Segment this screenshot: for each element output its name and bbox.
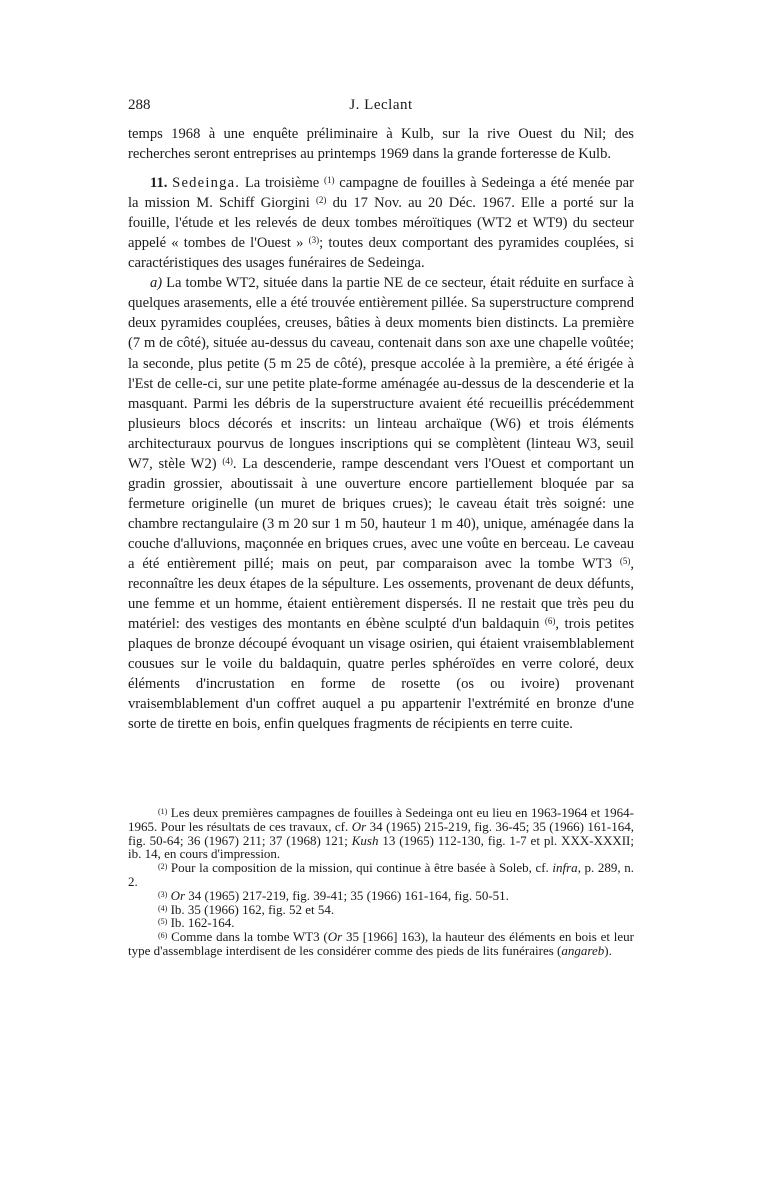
text-run: ). bbox=[604, 942, 612, 958]
footnote-ref-1[interactable]: (1) bbox=[324, 175, 335, 186]
footnote-5 bbox=[128, 916, 634, 930]
text-run: La troisième bbox=[240, 175, 325, 192]
subsection-label: a) bbox=[150, 275, 163, 292]
footnote-ref-6[interactable]: (6) bbox=[544, 616, 556, 627]
text-run: 35 [1966] 163), la hauteur des éléments en bois et leur type d'assemblage interdisent de les considérer comme des pieds de lits funéraires ( bbox=[128, 929, 634, 958]
footnote-mark-5: (5) bbox=[158, 917, 168, 927]
footnote-mark-1: (1) bbox=[158, 807, 168, 816]
page-number: 288 bbox=[128, 97, 151, 113]
text-run: Pour la composition de la mission, qui continue à être basée à Soleb, cf. bbox=[167, 860, 553, 876]
cross-ref: infra bbox=[552, 860, 578, 876]
footnote-ref-2[interactable]: (2) bbox=[315, 195, 327, 206]
text-run: 34 (1965) 215-219, fig. 36-45; 35 (1966) 161-164, fig. 50-64; 36 (1967) 211; 37 (1968) 121; bbox=[128, 818, 634, 848]
text-run: 13 (1965) 112-130, fig. 1-7 et pl. XXX-XXXII; ib. 14, en cours d'impression. bbox=[128, 832, 634, 862]
text-run: , trois petites plaques de bronze découpé évoquant un visage osirien, qui étaient vraisemblablement cousues sur le voile du baldaquin, quatre perles sphéroïdes en verre coloré, deux éléments d'incrustation en forme de rosette (os ou ivoire) provenant vraisemblablement d'un coffret auquel a pu appartenir l'extrémité en bronze d'une sorte de tirette en bois, enfin quelques fragments de récipients en terre cuite. bbox=[128, 616, 634, 733]
text-run: du 17 Nov. au 20 Déc. 1967. Elle a porté sur la fouille, l'étude et les relevés de deux tombes méroïtiques (WT2 et WT9) du secteur appelé « tombes de l'Ouest » bbox=[128, 195, 634, 252]
footnote-mark-2: (2) bbox=[158, 862, 168, 872]
footnote-2 bbox=[128, 861, 634, 889]
journal-abbrev: Or bbox=[327, 929, 343, 945]
text-run: ; toutes deux comportant des pyramides couplées, si caractéristiques des usages funéraires de Sedeinga. bbox=[128, 235, 635, 272]
text-run: , reconnaître les deux étapes de la sépulture. Les ossements, provenant de deux défunts, une femme et un homme, étaient entièrement dispersés. Il ne restait que très peu du matériel: des vestiges des montants en ébène sculpté d'un baldaquin bbox=[128, 555, 634, 633]
text-run: Ib. 35 (1966) 162, fig. 52 et 54. bbox=[167, 901, 335, 917]
footnote-1 bbox=[128, 806, 634, 861]
body-text bbox=[128, 124, 634, 734]
paragraph-kulb-continuation: temps 1968 à une enquête préliminaire à Kulb, sur la rive Ouest du Nil; des recherches seront entreprises au printemps 1969 dans la grande forteresse de Kulb. bbox=[128, 126, 634, 163]
text-run: campagne de fouilles à Sedeinga a été menée par la mission M. Schiff Giorgini bbox=[128, 175, 634, 212]
footnote-4 bbox=[128, 903, 634, 917]
section-place-name: Sedeinga. bbox=[172, 175, 241, 192]
text-run: La tombe WT2, située dans la partie NE de ce secteur, était réduite en surface à quelques arasements, elle a été trouvée entièrement pillée. Sa superstructure comprend deux pyramides couplées, creuses, bâties à deux moments bien distincts. La première (7 m de côté), située au-dessus du caveau, contenait dans son axe une chapelle voûtée; la seconde, plus petite (5 m 25 de côté), presque accolée à la première, a été érigée à l'Est de celle-ci, sur une petite plate-forme aménagée au-dessus de la descenderie et la masquant. Parmi les débris de la superstructure avaient été recueillis précédemment plusieurs blocs décorés et inscrits: un linteau archaïque (W6) et trois éléments architecturaux pourvus de longues inscriptions qui se complètent (linteau W3, seuil W7, stèle W2) bbox=[128, 275, 634, 472]
term-italic: angareb bbox=[561, 942, 605, 958]
section-number: 11. bbox=[150, 175, 168, 192]
footnote-3 bbox=[128, 889, 634, 903]
text-run: 34 (1965) 217-219, fig. 39-41; 35 (1966) 161-164, fig. 50-51. bbox=[185, 887, 509, 903]
footnote-6 bbox=[128, 930, 634, 958]
footnote-mark-3: (3) bbox=[158, 889, 168, 899]
footnote-ref-4[interactable]: (4) bbox=[222, 455, 233, 466]
text-run: . La descenderie, rampe descendant vers l'Ouest et comportant un gradin grossier, aboutissait à une ouverture encore partiellement bloquée par sa fermeture originelle (un muret de briques crues); le caveau était très soigné: une chambre rectangulaire (3 m 20 sur 1 m 50, hauteur 1 m 40), unique, aménagée dans la couche d'alluvions, maçonnée en briques crues, avec une voûte en berceau. Le caveau a été entièrement pillé; mais on peut, par comparaison avec la tombe WT3 bbox=[128, 455, 635, 572]
paragraph-tomb-wt2 bbox=[128, 273, 634, 734]
paragraph-sedeinga-intro bbox=[128, 173, 634, 273]
text-run: Les deux premières campagnes de fouilles à Sedeinga ont eu lieu en 1963-1964 et 1964-1965. Pour les résultats de ces travaux, cf. bbox=[128, 805, 634, 834]
text-run: Ib. 162-164. bbox=[167, 915, 235, 931]
journal-abbrev: Kush bbox=[351, 832, 379, 848]
page-header bbox=[128, 97, 634, 117]
text-run: Comme dans la tombe WT3 ( bbox=[167, 929, 328, 945]
journal-abbrev: Or bbox=[351, 818, 367, 834]
paragraph-gap bbox=[128, 164, 634, 173]
footnote-mark-4: (4) bbox=[158, 903, 168, 913]
footnote-ref-5[interactable]: (5) bbox=[619, 555, 631, 566]
footnote-ref-3[interactable]: (3) bbox=[308, 235, 320, 246]
footnotes bbox=[128, 806, 634, 958]
journal-abbrev: Or bbox=[170, 887, 186, 903]
running-head: J. Leclant bbox=[349, 97, 413, 113]
text-run: , p. 289, n. 2. bbox=[128, 860, 634, 889]
footnote-mark-6: (6) bbox=[158, 931, 168, 941]
